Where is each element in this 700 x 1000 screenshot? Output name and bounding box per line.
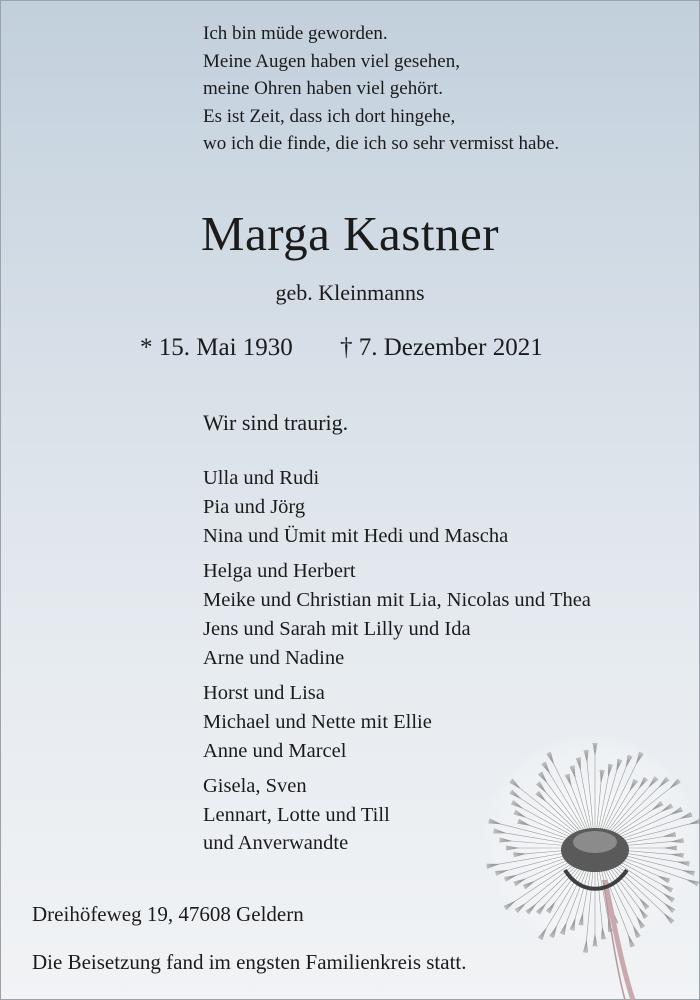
poem-line: wo ich die finde, die ich so sehr vermisst habe. bbox=[203, 133, 560, 154]
family-line: Horst und Lisa bbox=[203, 682, 325, 704]
birth-date: * 15. Mai 1930 bbox=[140, 334, 293, 361]
family-line: Anne und Marcel bbox=[203, 740, 347, 762]
family-line: Nina und Ümit mit Hedi und Mascha bbox=[203, 525, 509, 547]
family-line: Michael und Nette mit Ellie bbox=[203, 711, 432, 733]
burial-note: Die Beisetzung fand im engsten Familienkreis statt. bbox=[32, 950, 467, 974]
family-line: Arne und Nadine bbox=[203, 647, 345, 669]
family-group bbox=[203, 557, 591, 673]
birth-name: geb. Kleinmanns bbox=[275, 280, 425, 305]
poem-line: Ich bin müde geworden. bbox=[203, 23, 388, 44]
relatives-line: und Anverwandte bbox=[203, 832, 349, 854]
family-line: Lennart, Lotte und Till bbox=[203, 804, 390, 826]
family-group bbox=[203, 464, 591, 551]
dandelion-image bbox=[455, 730, 700, 1000]
address: Dreihöfeweg 19, 47608 Geldern bbox=[32, 902, 304, 926]
death-date: † 7. Dezember 2021 bbox=[340, 334, 543, 361]
family-line: Meike und Christian mit Lia, Nicolas und Thea bbox=[203, 589, 591, 611]
family-line: Gisela, Sven bbox=[203, 775, 307, 797]
poem-line: Meine Augen haben viel gesehen, bbox=[203, 50, 460, 72]
deceased-name: Marga Kastner bbox=[200, 206, 500, 261]
family-line: Jens und Sarah mit Lilly und Ida bbox=[203, 618, 471, 640]
mourning-line: Wir sind traurig. bbox=[203, 410, 349, 435]
dandelion-center-top bbox=[573, 831, 617, 853]
family-line: Helga und Herbert bbox=[203, 560, 356, 582]
poem-line: meine Ohren haben viel gehört. bbox=[203, 78, 444, 99]
poem-line: Es ist Zeit, dass ich dort hingehe, bbox=[203, 105, 456, 127]
family-line: Pia und Jörg bbox=[203, 496, 306, 518]
poem bbox=[203, 20, 559, 158]
family-line: Ulla und Rudi bbox=[203, 467, 320, 489]
